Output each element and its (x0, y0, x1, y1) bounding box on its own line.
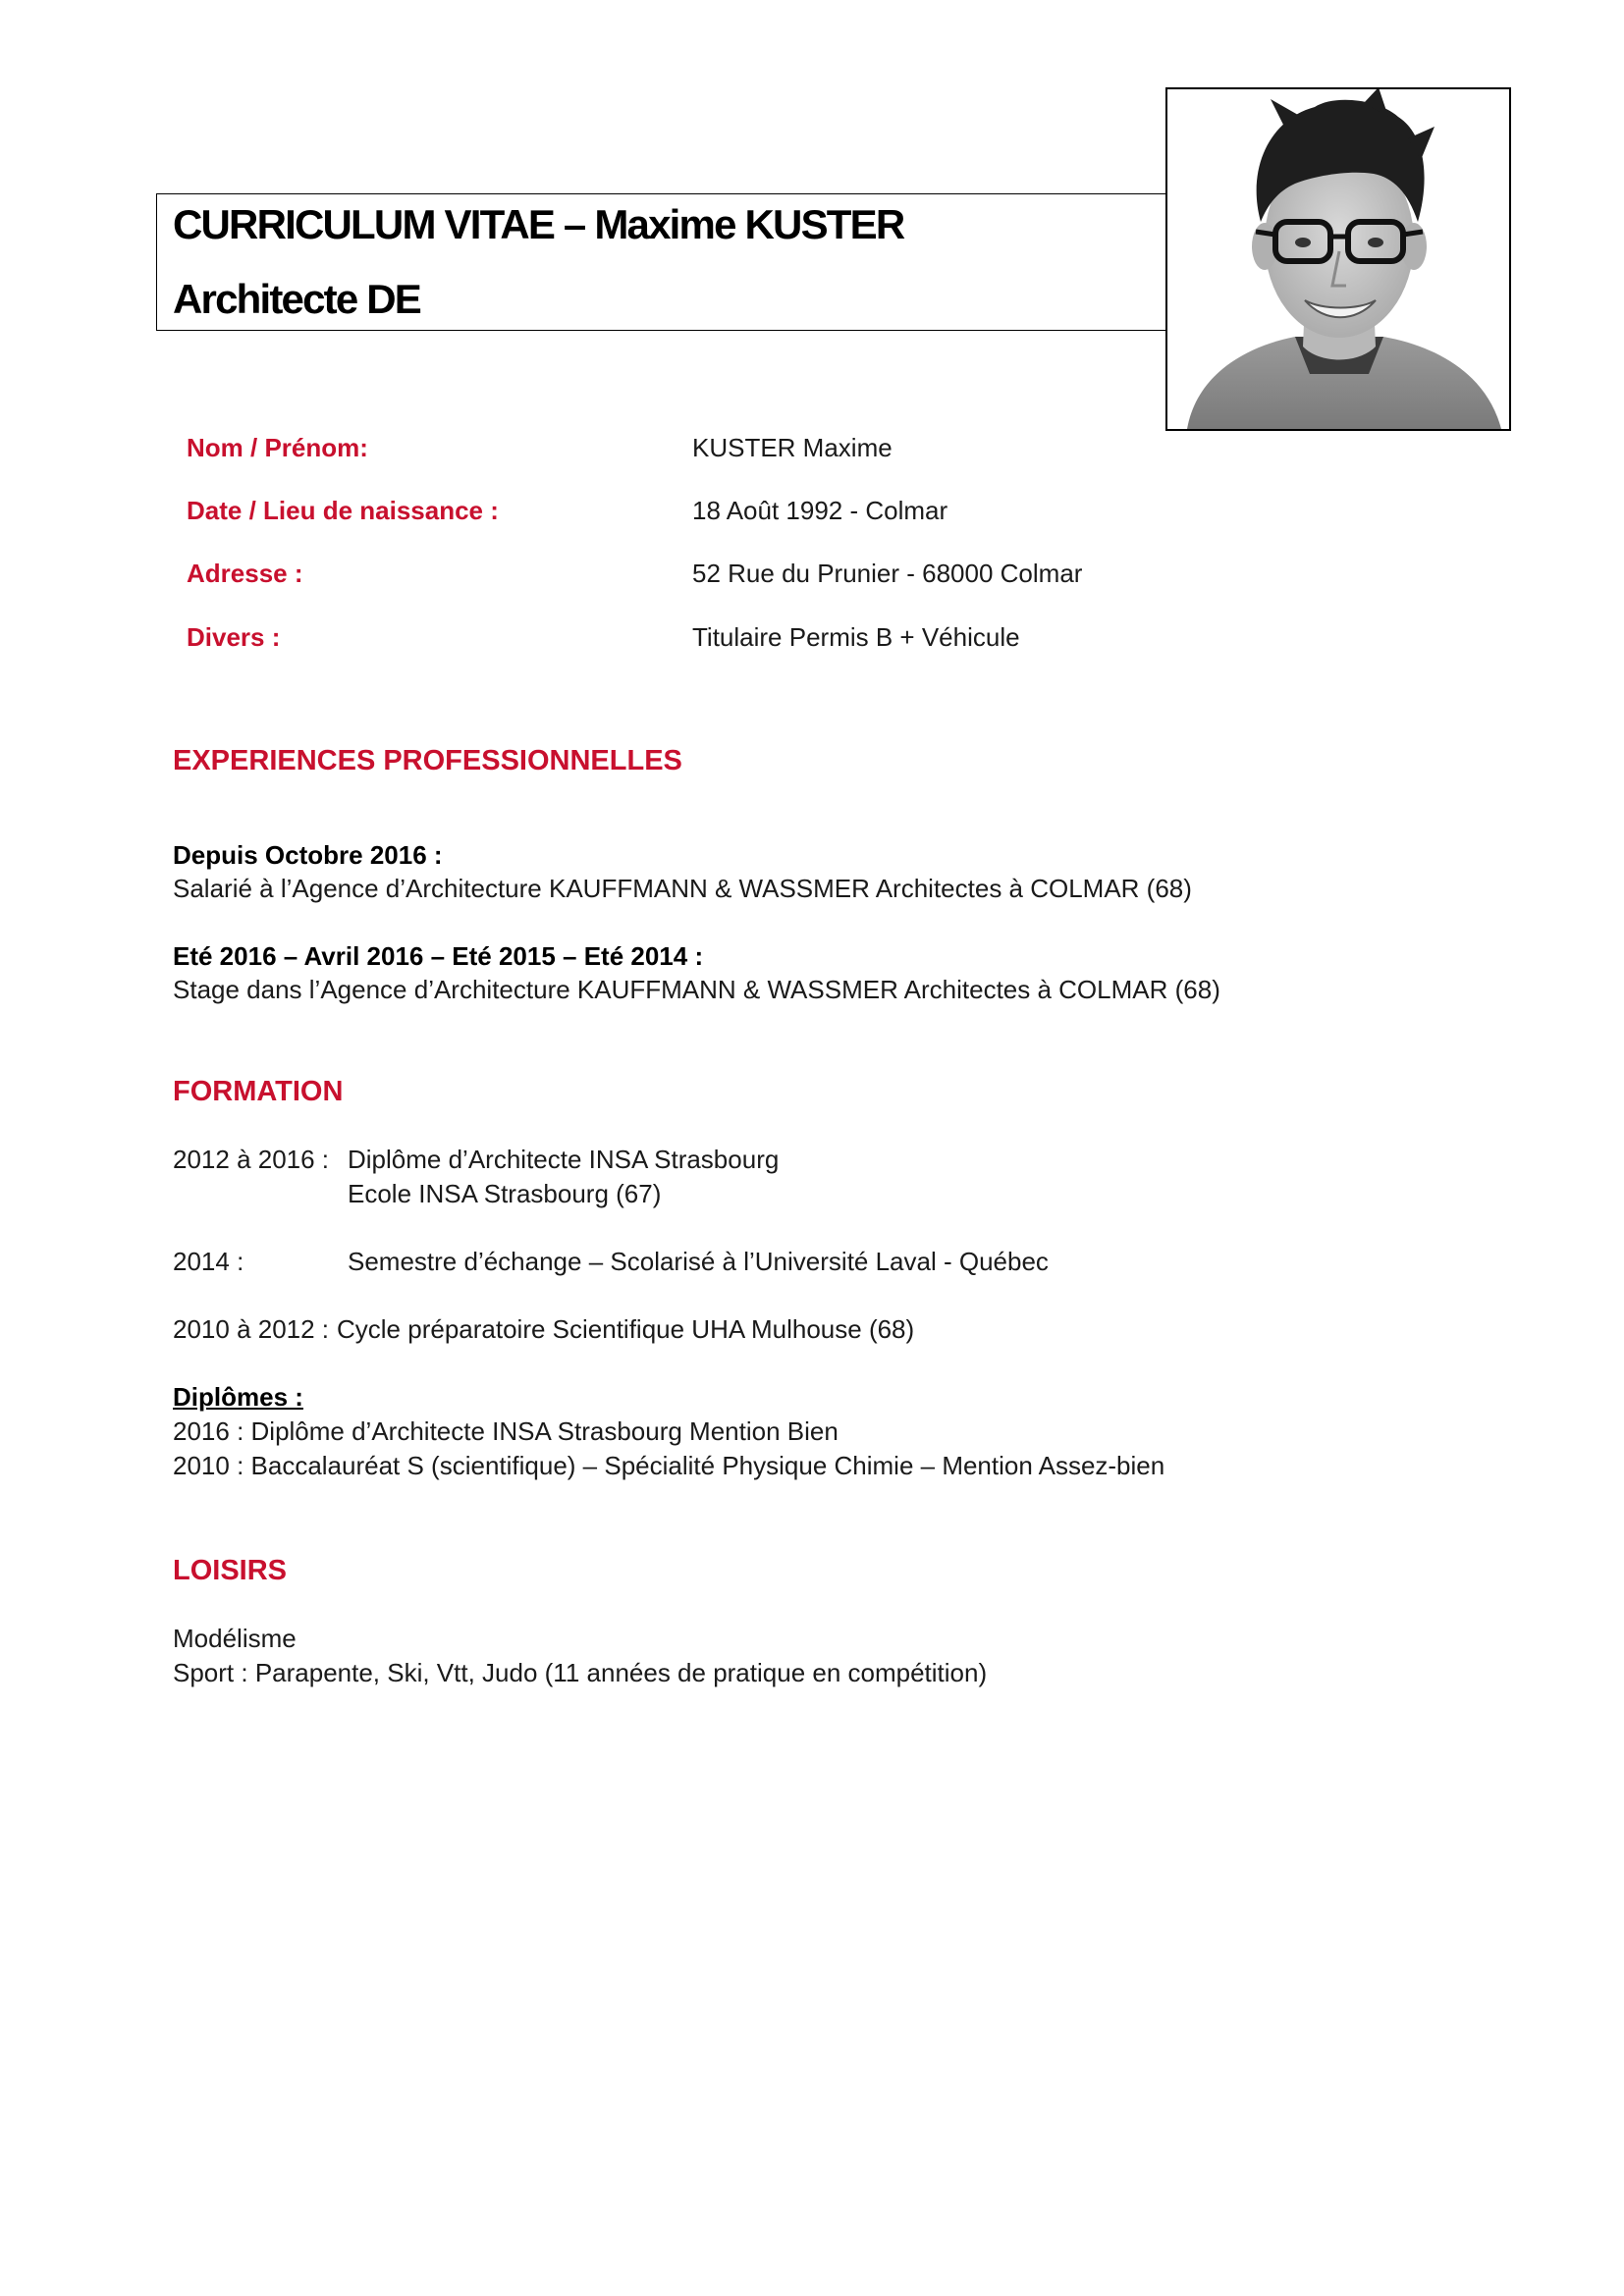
identity-label-address: Adresse : (187, 559, 303, 588)
diplome-item: 2016 : Diplôme d’Architecte INSA Strasbourg Mention Bien (173, 1416, 839, 1446)
identity-value-address: 52 Rue du Prunier - 68000 Colmar (692, 559, 1083, 588)
formation-detail: Cycle préparatoire Scientifique UHA Mulhouse (68) (337, 1314, 915, 1344)
cv-subtitle: Architecte DE (173, 276, 421, 322)
section-title-formation: FORMATION (173, 1076, 344, 1107)
experience-description: Stage dans l’Agence d’Architecture KAUFFMANN & WASSMER Architectes à COLMAR (68) (173, 975, 1220, 1004)
diplomes-heading: Diplômes : (173, 1382, 303, 1412)
loisir-item: Modélisme (173, 1624, 297, 1653)
formation-detail: Diplôme d’Architecte INSA Strasbourg (348, 1145, 780, 1174)
formation-detail: Ecole INSA Strasbourg (67) (348, 1179, 662, 1208)
experience-description: Salarié à l’Agence d’Architecture KAUFFMANN & WASSMER Architectes à COLMAR (68) (173, 874, 1192, 903)
formation-period: 2010 à 2012 : (173, 1314, 330, 1344)
identity-value-misc: Titulaire Permis B + Véhicule (692, 622, 1020, 652)
identity-value-name: KUSTER Maxime (692, 433, 893, 462)
formation-detail: Semestre d’échange – Scolarisé à l’Université Laval - Québec (348, 1247, 1049, 1276)
cv-title: CURRICULUM VITAE – Maxime KUSTER (173, 201, 904, 247)
formation-period: 2012 à 2016 : (173, 1145, 330, 1174)
diplome-item: 2010 : Baccalauréat S (scientifique) – Spécialité Physique Chimie – Mention Assez-bien (173, 1451, 1165, 1480)
identity-label-misc: Divers : (187, 622, 281, 652)
experience-period: Eté 2016 – Avril 2016 – Eté 2015 – Eté 2014 : (173, 941, 704, 971)
identity-label-name: Nom / Prénom: (187, 433, 368, 462)
loisir-item: Sport : Parapente, Ski, Vtt, Judo (11 années de pratique en compétition) (173, 1658, 988, 1687)
identity-label-birth: Date / Lieu de naissance : (187, 496, 499, 525)
portrait-photo (1165, 87, 1511, 431)
section-title-loisirs: LOISIRS (173, 1555, 288, 1586)
experience-period: Depuis Octobre 2016 : (173, 840, 443, 870)
section-title-experiences: EXPERIENCES PROFESSIONNELLES (173, 745, 682, 776)
identity-value-birth: 18 Août 1992 - Colmar (692, 496, 948, 525)
formation-period: 2014 : (173, 1247, 244, 1276)
